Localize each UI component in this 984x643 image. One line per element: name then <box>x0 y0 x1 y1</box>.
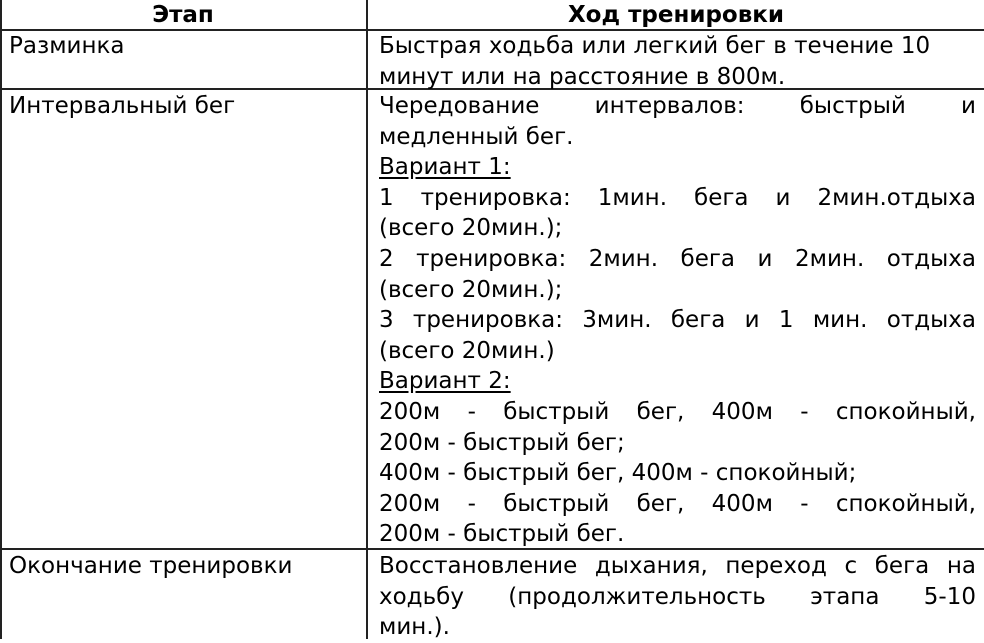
table-row-interval-course <box>379 91 976 550</box>
table-border-left <box>0 0 2 639</box>
course-line: (всего 20мин.); <box>379 215 563 242</box>
course-line: Чередование интервалов: быстрый и <box>379 93 976 119</box>
course-line: 1 тренировка: 1мин. бега и 2мин.отдыха <box>379 184 976 211</box>
table-row-cooldown-stage: Окончание тренировки <box>9 553 293 579</box>
column-divider <box>366 0 368 639</box>
variant-2-heading: Вариант 2: <box>379 368 511 395</box>
course-line: 200м - быстрый бег; <box>379 429 625 456</box>
course-line: 200м - быстрый бег, 400м - спокойный, <box>379 490 976 517</box>
table-row-cooldown-course <box>379 551 976 643</box>
course-line: (всего 20мин.) <box>379 337 555 364</box>
course-line: медленный бег. <box>379 123 574 150</box>
course-line: мин.). <box>379 614 450 641</box>
course-line: минут или на расстояние в 800м. <box>379 63 786 90</box>
course-line: Восстановление дыхания, переход с бега на <box>379 553 976 579</box>
course-line: 200м - быстрый бег, 400м - спокойный, <box>379 398 976 425</box>
table-row-interval-stage: Интервальный бег <box>9 93 236 119</box>
variant-1-heading: Вариант 1: <box>379 154 511 181</box>
course-line: 3 тренировка: 3мин. бега и 1 мин. отдыха <box>379 307 976 334</box>
course-line: ходьбу (продолжительность этапа 5-10 <box>379 583 976 610</box>
header-course: Ход тренировки <box>567 2 785 28</box>
course-line: 2 тренировка: 2мин. бега и 2мин. отдыха <box>379 245 976 272</box>
header-stage: Этап <box>152 2 214 28</box>
course-line: 200м - быстрый бег. <box>379 521 625 548</box>
table-row-warmup-stage: Разминка <box>9 33 125 59</box>
course-line: Быстрая ходьба или легкий бег в течение 10 <box>379 33 931 59</box>
course-line: 400м - быстрый бег, 400м - спокойный; <box>379 460 857 487</box>
table-row-warmup-course <box>379 31 976 92</box>
course-line: (всего 20мин.); <box>379 276 563 303</box>
